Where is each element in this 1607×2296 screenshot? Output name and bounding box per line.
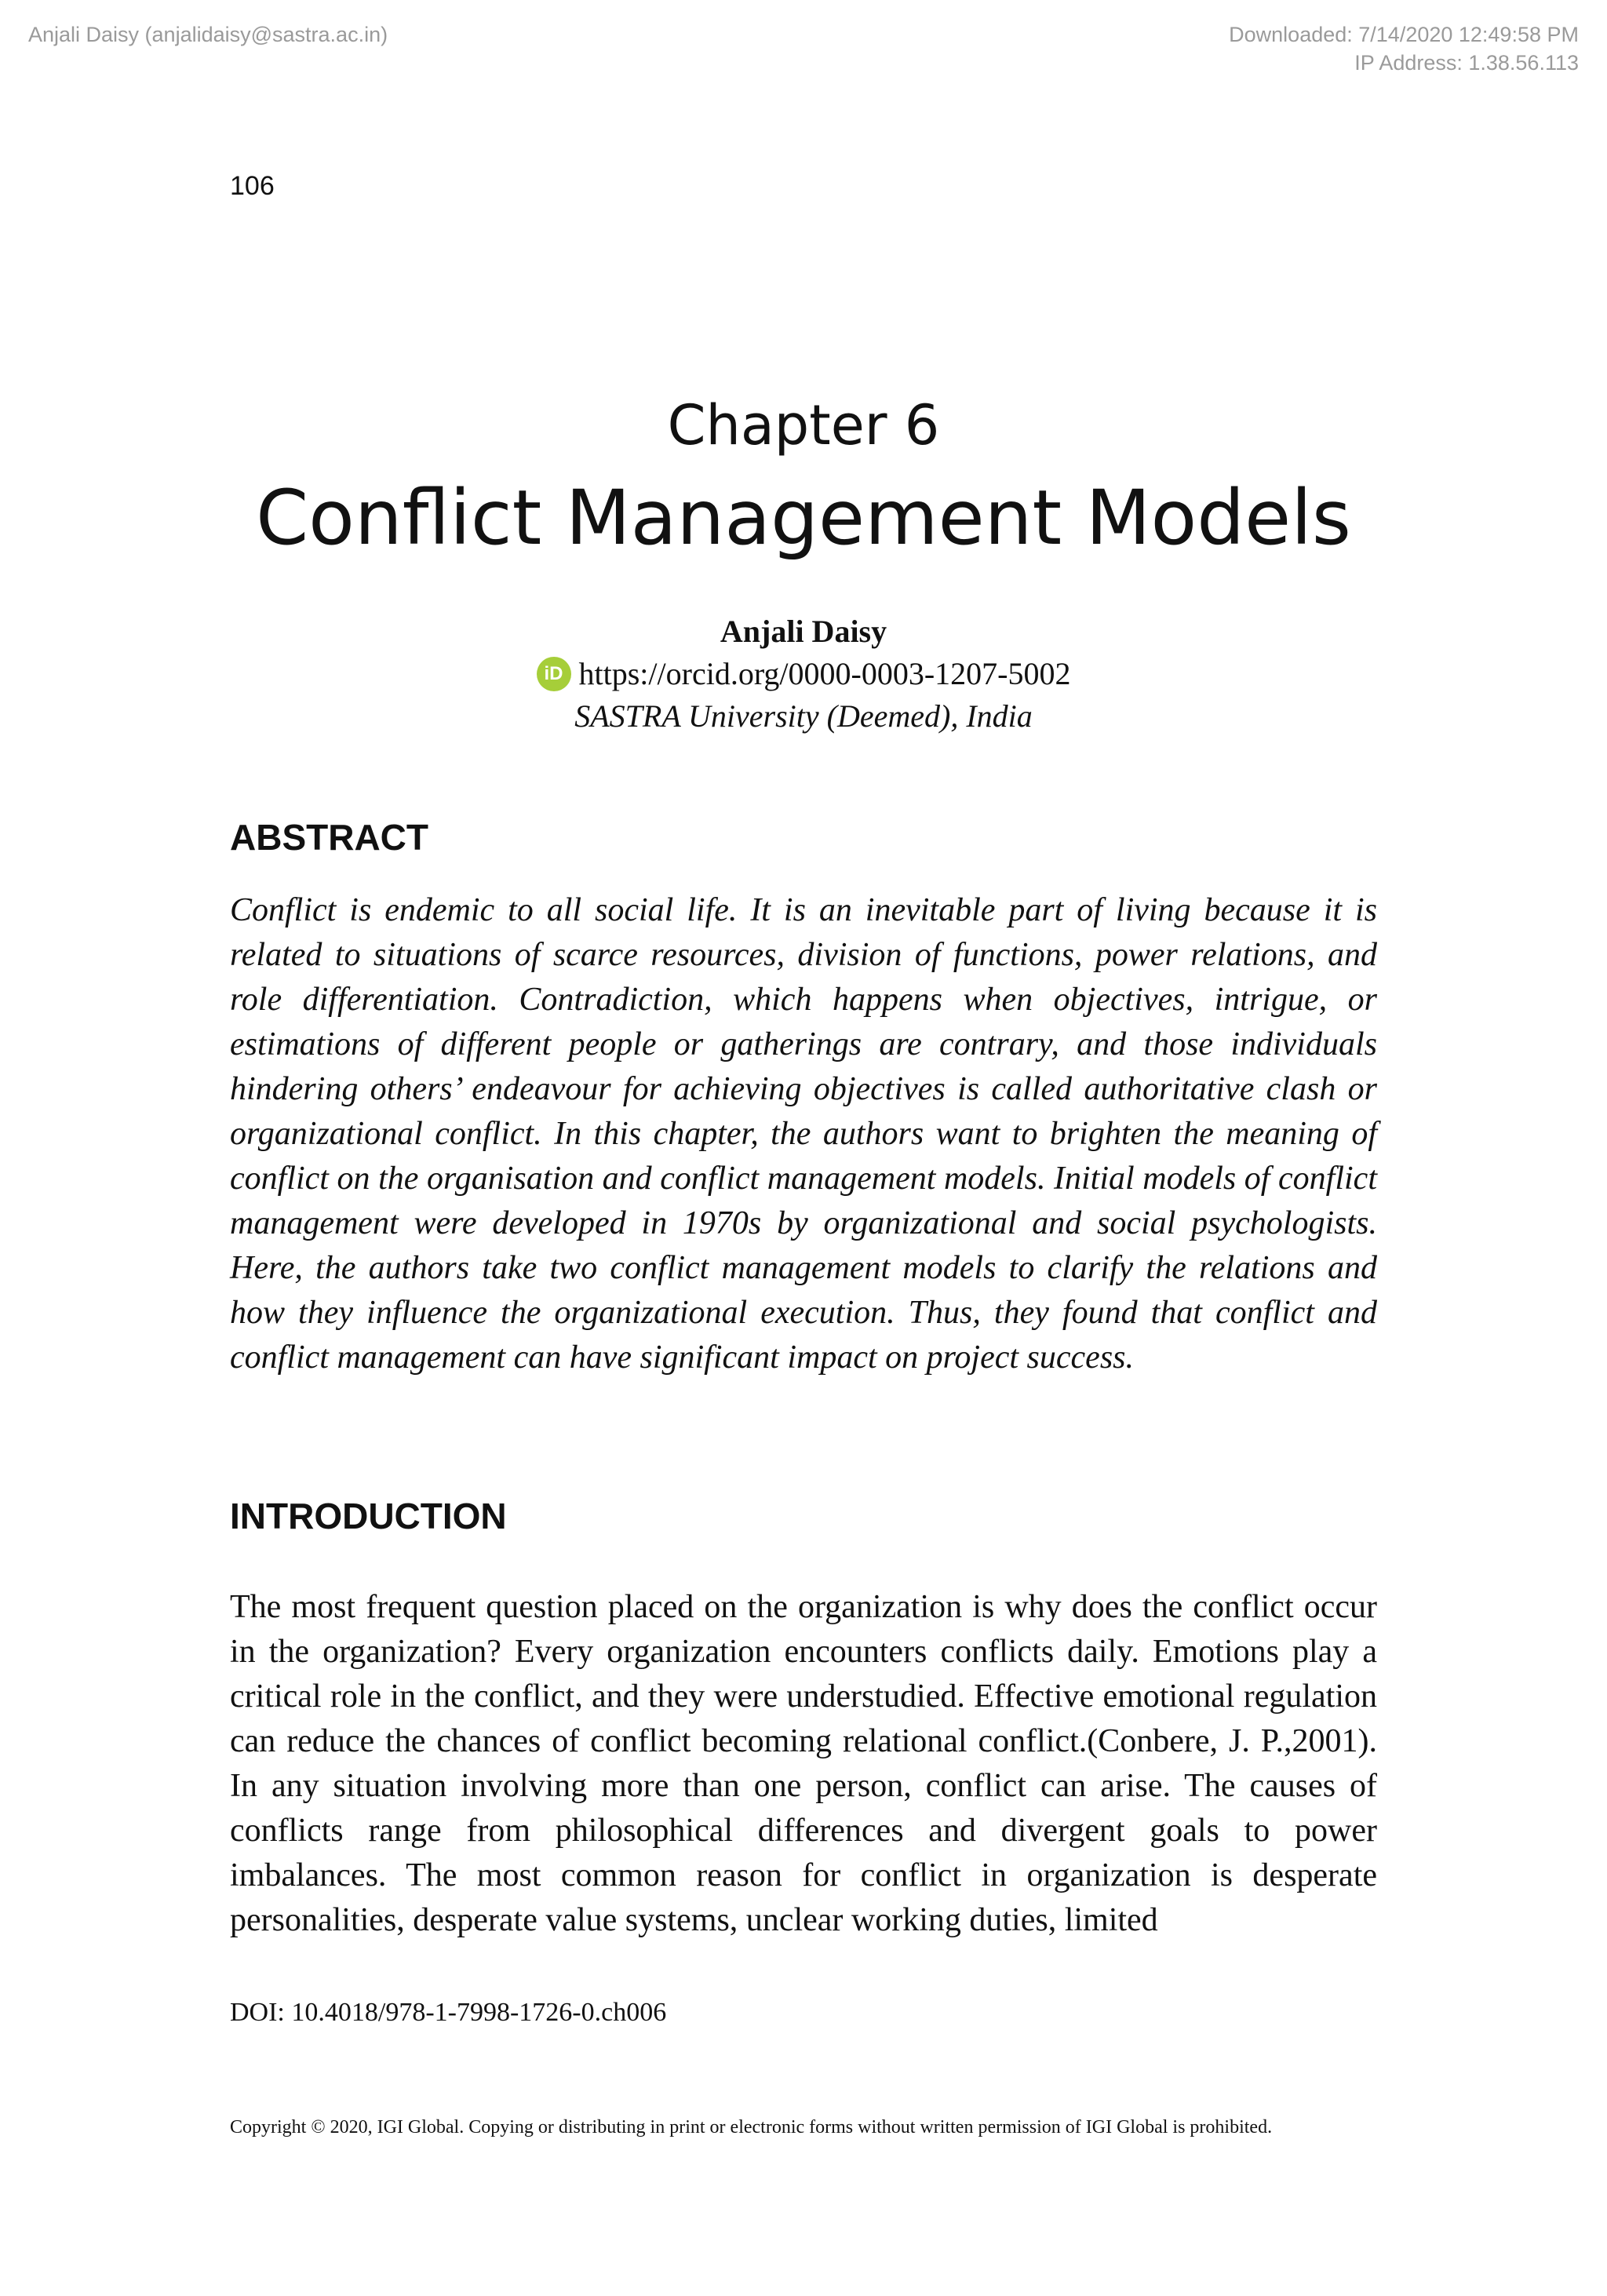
ip-address: IP Address: 1.38.56.113 bbox=[1354, 51, 1579, 75]
download-timestamp: Downloaded: 7/14/2020 12:49:58 PM bbox=[1229, 23, 1579, 46]
author-name: Anjali Daisy bbox=[720, 614, 887, 649]
download-info-stamp bbox=[1229, 20, 1579, 77]
introduction-heading: INTRODUCTION bbox=[230, 1496, 507, 1536]
orcid-line bbox=[0, 653, 1607, 695]
download-user-stamp: Anjali Daisy (anjalidaisy@sastra.ac.in) bbox=[28, 23, 388, 46]
author-affiliation: SASTRA University (Deemed), India bbox=[574, 698, 1033, 734]
author-block bbox=[0, 610, 1607, 738]
chapter-title: Conflict Management Models bbox=[256, 474, 1351, 562]
abstract-text: Conflict is endemic to all social life. It is an inevitable part of living because it is related to situations of scarce resources, division of functions, power relations, and role differentiation. Contradiction, which happens when objectives, intrigue, or estimations of different people or gatherings are contrary, and those individuals hindering others’ endeavour for achieving objectives is called authoritative clash or organizational conflict. In this chapter, the authors want to brighten the meaning of conflict on the organisation and conflict management models. Initial models of conflict management were developed in 1970s by organizational and social psychologists. Here, the authors take two conflict management models to clarify the relations and how they influence the organizational execution. Thus, they found that conflict and conflict management can have significant impact on project success. bbox=[230, 892, 1377, 1376]
copyright-notice: Copyright © 2020, IGI Global. Copying or distributing in print or electronic forms without written permission of IGI Global is prohibited. bbox=[230, 2117, 1273, 2137]
chapter-label: Chapter 6 bbox=[667, 393, 940, 457]
abstract-heading: ABSTRACT bbox=[230, 817, 428, 858]
orcid-link[interactable]: https://orcid.org/0000-0003-1207-5002 bbox=[578, 656, 1071, 691]
doi: DOI: 10.4018/978-1-7998-1726-0.ch006 bbox=[230, 1998, 667, 2027]
page-number: 106 bbox=[230, 171, 275, 201]
orcid-icon: iD bbox=[537, 657, 571, 691]
introduction-text: The most frequent question placed on the organization is why does the conflict occur in the organization? Every organization encounters conflicts daily. Emotions play a critical role in the conflict, and they were understudied. Effective emotional regulation can reduce the chances of conflict becoming relational conflict.(Conbere, J. P.,2001). In any situation involving more than one person, conflict can arise. The causes of conflicts range from philosophical differences and divergent goals to power imbalances. The most common reason for conflict in organization is desperate personalities, desperate value systems, unclear working duties, limited bbox=[230, 1589, 1377, 1938]
